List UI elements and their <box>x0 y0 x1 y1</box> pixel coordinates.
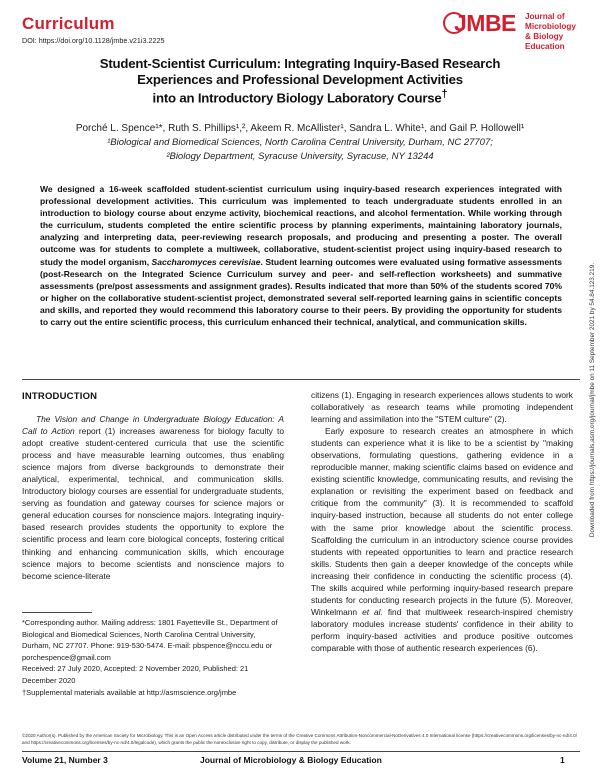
publication-dates: Received: 27 July 2020, Accepted: 2 November 2020, Published: 21 December 2020 <box>22 664 249 685</box>
intro-right-text-b: find that multiweek research-inspired chemistry laboratory modules increase students' confidence in their ability to perform inquiry-based activities and produce positive outcomes comparable with those of authentic research experiences (6). <box>311 606 573 653</box>
supplemental-note[interactable]: †Supplemental materials available at http://asmscience.org/jmbe <box>22 687 237 697</box>
abstract-part2: . Student learning outcomes were evaluated using formative assessments (post-Research on the Integrated Science Curriculum survey and peer- and self-reflection worksheets) and summative assessments (pre/post assessments and assignment grades). Results indicated that more than 50% of the students scored 70% or higher on the collaborative student-scientist project, demonstrated several self-reported learning gains in scientific concepts and skills, and reported they would recommend this laboratory course to their peers. By providing the opportunity for students to carry out the entire scientific process, this curriculum enhanced their technical, analytical, and communication skills. <box>40 256 562 328</box>
title-line1: Student-Scientist Curriculum: Integrating Inquiry-Based Research <box>99 56 501 71</box>
journal-name-line1: Journal of Microbiology <box>525 12 576 31</box>
page-number: 1 <box>560 755 565 765</box>
title-line3-text: into an Introductory Biology Laboratory Course <box>152 90 442 106</box>
author-list: Porché L. Spence¹*, Ruth S. Phillips¹,², Akeem R. McAllister¹, Sandra L. White¹, and Gail P. Hollowell¹ <box>75 123 525 134</box>
abstract <box>40 183 562 328</box>
affiliation-2: ²Biology Department, Syracuse University, Syracuse, NY 13244 <box>166 151 434 162</box>
abstract-organism: Saccharomyces cerevisiae <box>151 256 261 267</box>
download-note: Downloaded from https://journals.asm.org/journal/jmbe on 11 September 2021 by 54.84.123.219. <box>589 262 596 538</box>
section-divider <box>22 379 580 380</box>
intro-right-paragraph-2 <box>311 425 573 654</box>
doi-link[interactable]: DOI: https://doi.org/10.1128/jmbe.v21i3.2225 <box>22 36 165 45</box>
intro-right-text-a: Early exposure to research creates an atmosphere in which students can experience what it is like to be a scientist by "making observations, formulating questions, gathering evidence in a reproducible manner, making scientific claims based on evidence and existing scientific knowledge, communicating results, and revising the explanation or revisiting the experiment based on feedback and critique from the community" (3). It is recommended to scaffold inquiry-based instruction, because all students do not enter college with the same prior knowledge about the scientific process. Scaffolding the curriculum in an introductory science course provides students with repeated opportunities to learn and practice research skills. Students then gain a deeper knowledge of the concepts while increasing their confidence in conducting the scientific process (4). The skills acquired while performing inquiry-based research prepare students for conducting research projects in the future (5). Moreover, Winkelmann <box>311 426 573 617</box>
abstract-part1: We designed a 16-week scaffolded student-scientist curriculum using inquiry-based research experiences integrated with professional development activities. This curriculum was implemented to teach undergraduate students enrolled in an introduction to biology course about enzyme activity, biochemical reactions, and alcohol fermentation. While working through the curriculum, students completed the entire scientific process by planning experiments, maintaining laboratory journals, analyzing and interpreting data, peer-reviewing research proposals, and producing and presenting a poster. The overall outcome was for students to complete a multiweek, collaborative, student-scientist project using inquiry-based research to study the model organism, <box>40 184 562 267</box>
journal-logo: JMBE <box>454 10 516 36</box>
intro-left-text: report (1) increases awareness for biology faculty to adopt creative student-centered curricula that use the scientific process and have measurable learning outcomes, thus enabling science majors from diverse backgrounds to demonstrate their analytical, experimental, technical, and communication skills. Introductory biology courses are essential for undergraduate students, serving as foundation and gateway courses for science majors or general education courses for nonscience majors. Integrating inquiry-based research provides students the opportunity to explore the scientific process and learn core biological concepts, fostering critical thinking and enhancing communication skills, which encourage science majors to become scientists and nonscience majors to become science-literate <box>22 426 285 581</box>
license-text: ©2020 Author(s). Published by the American Society for Microbiology. This is an Open Access article distributed under the terms of the Creative Commons Attribution-Noncommercial-NoDerivatives 4.0 International license (https://creativecommons.org/licenses/by-nc-nd/4.0/ and https://creativecommons.org/licenses/by-nc-nd/4.0/legalcode), which grants the public the nonexclusive right to copy, distribute, or display the published work. <box>22 733 577 745</box>
footer-volume: Volume 21, Number 3 <box>22 755 108 765</box>
title-line3 <box>60 87 540 106</box>
intro-etal: et al. <box>362 606 383 617</box>
intro-report-title: The Vision and Change in Undergraduate Biology Education: A Call to Action <box>22 414 284 437</box>
title-dagger: † <box>441 88 448 100</box>
journal-name-line2: & Biology Education <box>525 32 565 51</box>
section-label: Curriculum <box>22 14 115 33</box>
intro-right-column <box>311 389 573 654</box>
intro-right-paragraph-1: citizens (1). Engaging in research experiences allows students to work collaboratively as research teams while promoting independent learning and assimilation into the "STEM culture" (2). <box>311 390 573 425</box>
introduction-heading: INTRODUCTION <box>22 391 98 402</box>
article-title <box>60 56 540 106</box>
footer-divider <box>22 751 580 752</box>
footer-journal: Journal of Microbiology & Biology Education <box>200 755 382 765</box>
title-line2: Experiences and Professional Development Activities <box>137 71 463 87</box>
affiliation-1: ¹Biological and Biomedical Sciences, North Carolina Central University, Durham, NC 27707; <box>107 137 493 148</box>
intro-left-column <box>22 413 284 582</box>
corresponding-author: *Corresponding author. Mailing address: 1801 Fayetteville St., Department of Biological and Biomedical Sciences, North Carolina Central University, Durham, NC 27707. Phone: 919-530-5474. E-mail: pbspence@nccu.edu or porchespence@gmail.com <box>22 618 278 662</box>
footnote <box>22 617 284 698</box>
footnote-divider <box>22 612 92 613</box>
journal-name <box>525 12 600 52</box>
